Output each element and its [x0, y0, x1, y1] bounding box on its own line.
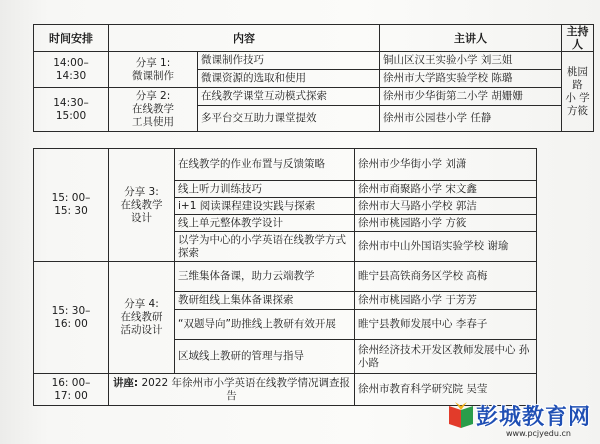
session2-title: 分享 2: 在线教学 工具使用 [109, 88, 198, 132]
speaker-cell: 徐州市少华街第二小学 胡姗姗 [380, 88, 562, 106]
speaker-cell: 徐州市桃园路小学 方筱 [355, 215, 537, 232]
speaker-cell: 徐州市大学路实验学校 陈璐 [380, 70, 562, 88]
watermark-url: www.pcjyedu.cn [506, 429, 571, 438]
content-cell: 在线教学课堂互动模式探索 [198, 88, 380, 106]
lecture-label: 讲座: [112, 376, 139, 389]
table-row [34, 262, 537, 292]
session1-time: 14:00– 14:30 [34, 52, 109, 88]
header-host: 主持人 [562, 25, 594, 52]
speaker-cell: 徐州市中山外国语实验学校 谢瑜 [355, 232, 537, 262]
content-cell: 微课制作技巧 [198, 52, 380, 70]
content-cell: 以学为中心的小学英语在线教学方式探索 [175, 232, 355, 262]
schedule-table-bottom [33, 148, 537, 406]
session1-title: 分享 1: 微课制作 [109, 52, 198, 88]
content-cell: 线上单元整体教学设计 [175, 215, 355, 232]
speaker-cell: 徐州市商聚路小学 宋文鑫 [355, 181, 537, 198]
speaker-cell: 徐州市公园巷小学 任静 [380, 106, 562, 132]
session4-title: 分享 4: 在线教研 活动设计 [109, 262, 175, 374]
header-time: 时间安排 [34, 25, 109, 52]
lecture-speaker: 徐州市教育科学研究院 吴莹 [355, 374, 537, 406]
content-cell: 教研组线上集体备课探索 [175, 292, 355, 310]
speaker-cell: 徐州市桃园路小学 于芳芳 [355, 292, 537, 310]
content-cell: 微课资源的选取和使用 [198, 70, 380, 88]
lecture-time: 16: 00– 17: 00 [34, 374, 109, 406]
speaker-cell: 徐州市大马路小学校 郭洁 [355, 198, 537, 215]
speaker-cell: 铜山区汉王实验小学 刘三姐 [380, 52, 562, 70]
schedule-table-top [33, 24, 594, 132]
table-header-row [34, 25, 594, 52]
watermark-brand: 彭城教育网 [476, 405, 592, 430]
session3-title: 分享 3: 在线教学 设计 [109, 149, 175, 262]
content-cell: 区域线上教研的管理与指导 [175, 340, 355, 374]
host-cell: 桃园路 小 学 方筱 [562, 52, 594, 132]
session3-time: 15: 00– 15: 30 [34, 149, 109, 262]
table-row [34, 52, 594, 70]
speaker-cell: 徐州市少华街小学 刘潇 [355, 149, 537, 181]
speaker-cell: 睢宁县教师发展中心 李春子 [355, 310, 537, 340]
session4-time: 15: 30– 16: 00 [34, 262, 109, 374]
book-logo-icon [446, 400, 476, 432]
content-cell: “双题导向”助推线上教研有效开展 [175, 310, 355, 340]
header-content: 内容 [109, 25, 380, 52]
speaker-cell: 睢宁县高铁商务区学校 高梅 [355, 262, 537, 292]
header-speaker: 主讲人 [380, 25, 562, 52]
content-cell: 在线教学的作业布置与反馈策略 [175, 149, 355, 181]
content-cell: 多平台交互助力课堂提效 [198, 106, 380, 132]
lecture-cell [109, 374, 355, 406]
table-row [34, 88, 594, 106]
speaker-cell: 徐州经济技术开发区教师发展中心 孙小路 [355, 340, 537, 374]
site-watermark [446, 398, 596, 442]
table-row [34, 149, 537, 181]
content-cell: 三维集体备课，助力云端教学 [175, 262, 355, 292]
lecture-content: 2022 年徐州市小学英语在线教学情况调查报告 [141, 376, 351, 402]
session2-time: 14:30– 15:00 [34, 88, 109, 132]
content-cell: i+1 阅读课程建设实践与探索 [175, 198, 355, 215]
content-cell: 线上听力训练技巧 [175, 181, 355, 198]
